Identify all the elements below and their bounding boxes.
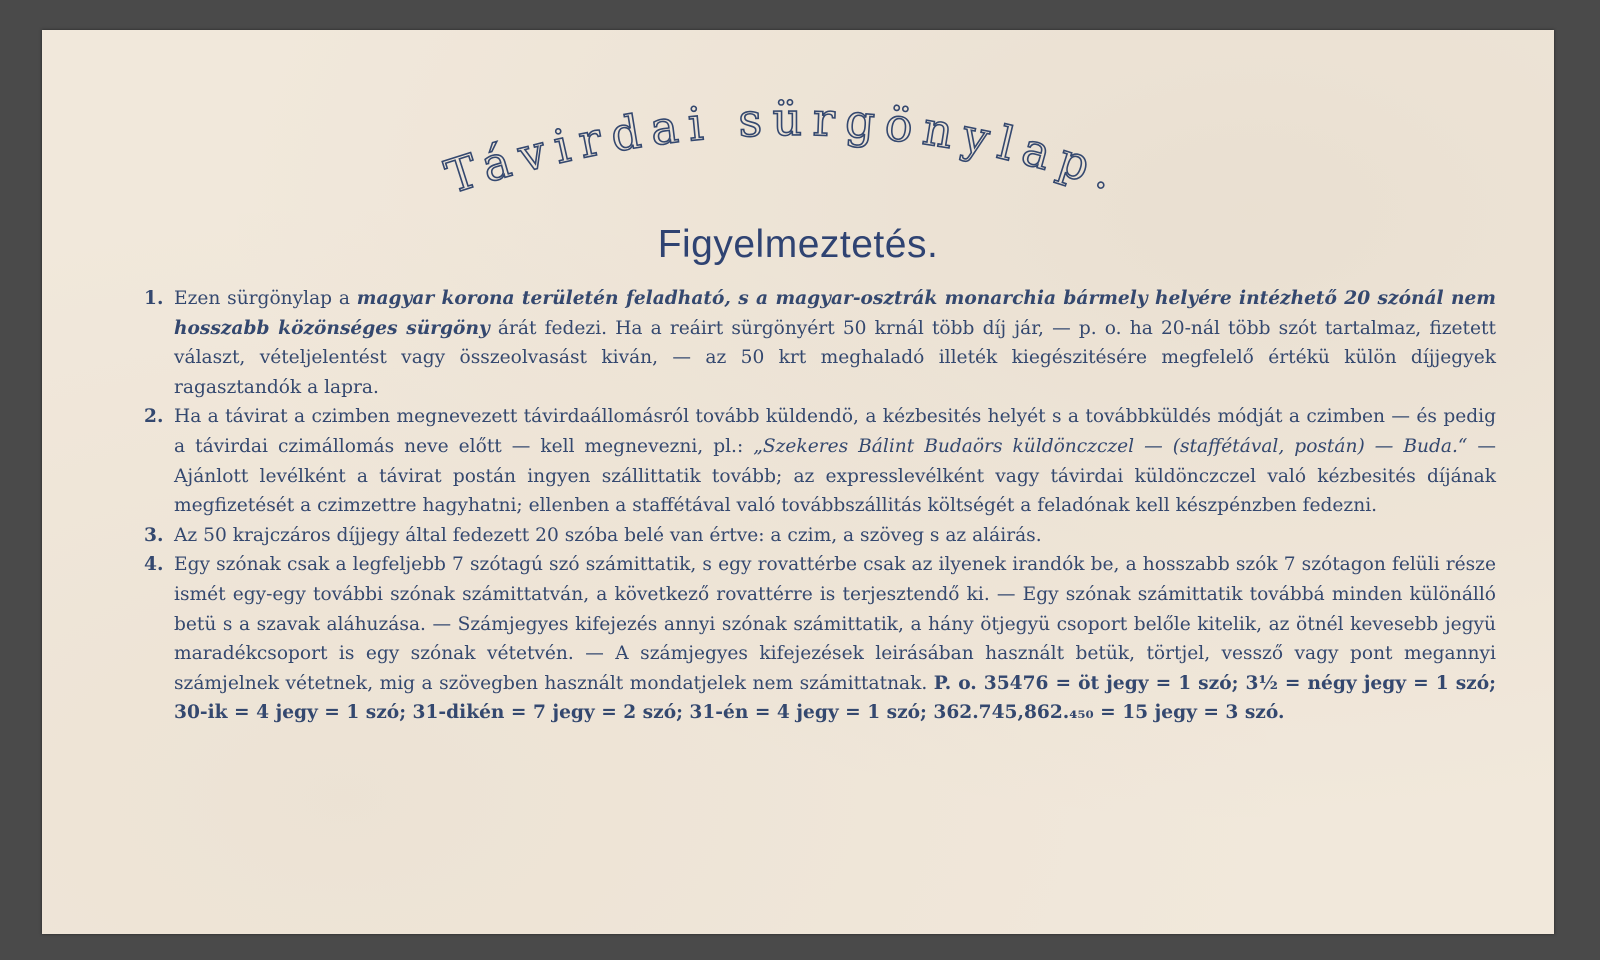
card-title: Távirdai sürgönylap. bbox=[438, 91, 1131, 205]
card-heading bbox=[42, 30, 1554, 230]
note-number: 1. bbox=[144, 288, 164, 309]
note-number: 3. bbox=[144, 524, 164, 546]
note-text: Ha a távirat a czimben megnevezett távirdaállomásról tovább küldendö, a kézbesités helyét s a továbbküldés módját a czimben — és pedig a távirdai czimállomás neve előtt — kell megnevezni, pl.: bbox=[174, 406, 1496, 457]
note-examples: P. o. 35476 = öt jegy = 1 szó; 3½ = négy jegy = 1 szó; 30-ik = 4 jegy = 1 szó; 31-dikén = 7 jegy = 2 szó; 31-én = 4 jegy = 1 szó; 362.745,862.₄₅₀ = 15 jegy = 3 szó. bbox=[174, 672, 1496, 724]
note-item-3 bbox=[144, 521, 1496, 551]
note-example: „Szekeres Bálint Budaörs küldönczczel — (staffétával, postán) — Buda.“ bbox=[753, 435, 1468, 457]
note-text: Ezen sürgönylap a bbox=[174, 288, 357, 309]
note-item-2 bbox=[144, 402, 1496, 520]
arched-title bbox=[42, 30, 1554, 230]
note-number: 4. bbox=[144, 554, 164, 576]
card-subtitle: Figyelmeztetés. bbox=[657, 223, 939, 266]
note-emphasis: magyar korona területén feladható, s a magyar-osztrák monarchia bármely helyére intézhető 20 szónál nem hosszabb közönséges sürgöny bbox=[174, 288, 1496, 339]
note-item-1 bbox=[144, 284, 1496, 402]
notes-list bbox=[144, 284, 1496, 728]
note-item-4 bbox=[144, 550, 1496, 728]
telegram-card bbox=[42, 30, 1554, 934]
note-text: — Ajánlott levélként a távirat postán ingyen szállittatik tovább; az expresslevélként vagy távirdai küldönczczel való kézbesités díjának megfizetését a czimzettre hagyhatni; ellenben a staffétával való továbbszállitás költségét a feladónak kell készpénzben fedezni. bbox=[174, 435, 1496, 517]
note-number: 2. bbox=[144, 406, 164, 428]
note-text: Egy szónak csak a legfeljebb 7 szótagú szó számittatik, s egy rovattérbe csak az ilyenek irandók be, a hosszabb szók 7 szótagon felüli része ismét egy-egy további szónak számittatván, a következő rovattérre is terjesztendő ki. — Egy szónak számittatik továbbá minden különálló betü s a szavak aláhuzása. — Számjegyes kifejezés annyi szónak számittatik, a hány ötjegyü csoport belőle kitelik, az ötnél kevesebb jegyü maradékcsoport is egy szónak vétetvén. — A számjegyes kifejezések leirásában használt betük, törtjel, vessző vagy pont megannyi számjelnek vétetnek, mig a szövegben használt mondatjelek nem számittatnak. bbox=[174, 554, 1496, 694]
note-text: árát fedezi. Ha a reáirt sürgönyért 50 krnál több díj jár, — p. o. ha 20-nál több szót tartalmaz, fizetett választ, vételjelentést vagy összeolvasást kiván, — az 50 krt meghaladó illeték kiegészitésére megfelelő értékü külön díjjegyek ragasztandók a lapra. bbox=[174, 317, 1496, 398]
note-text: Az 50 krajczáros díjjegy által fedezett 20 szóba belé van értve: a czim, a szöveg s az aláirás. bbox=[174, 524, 1042, 546]
